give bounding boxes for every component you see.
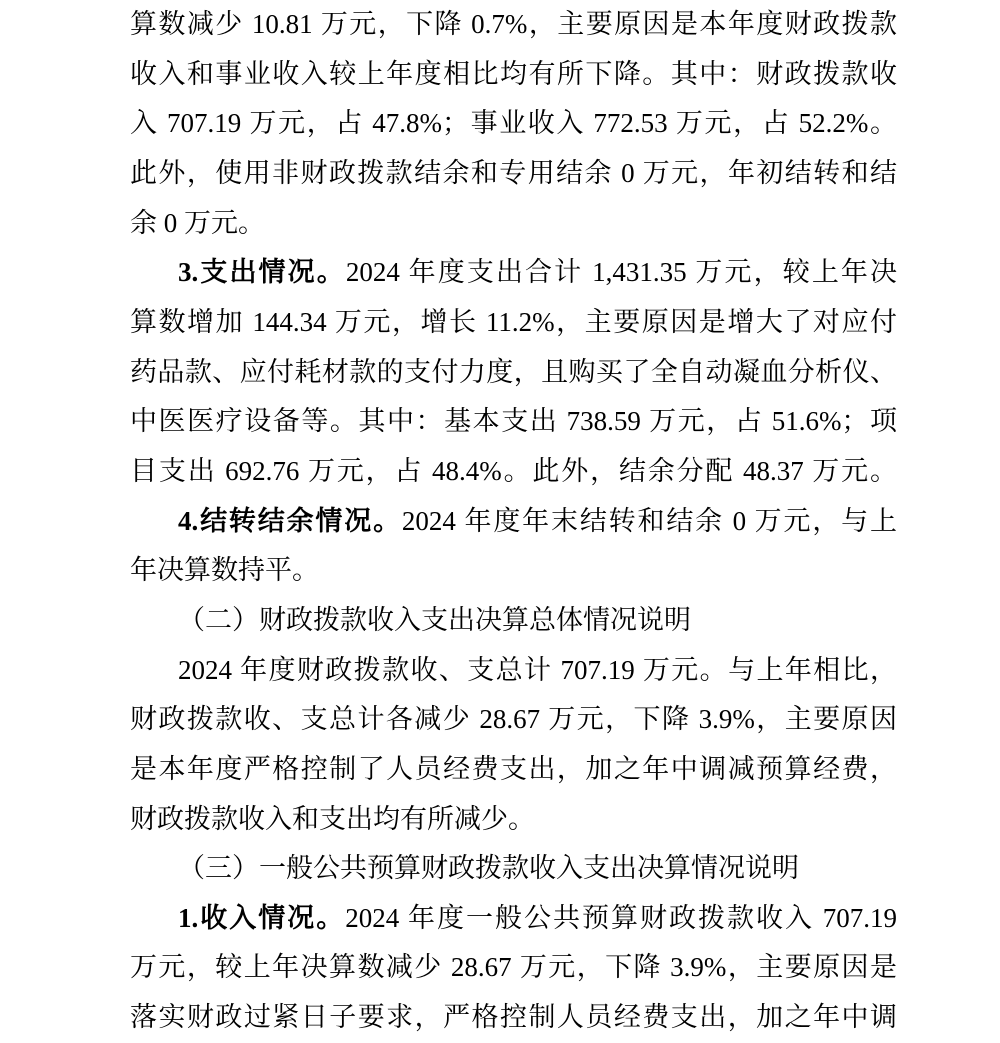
text-run: 是本年度严格控制了人员经费支出，加之年中调减预算经费， [130, 753, 897, 784]
text-run: （二）财政拨款收入支出决算总体情况说明 [178, 604, 691, 635]
text-line [130, 497, 897, 547]
text-line [130, 397, 897, 447]
text-line [130, 993, 897, 1043]
text-line [130, 546, 897, 596]
text-run: 算数减少 10.81 万元，下降 0.7%，主要原因是本年度财政拨款 [130, 9, 897, 39]
text-run: （三）一般公共预算财政拨款收入支出决算情况说明 [178, 853, 799, 884]
text-run: 药品款、应付耗材款的支付力度，且购买了全自动凝血分析仪、 [130, 356, 897, 387]
text-run: 余 0 万元。 [130, 207, 265, 238]
text-run: 2024 年度财政拨款收、支总计 707.19 万元。与上年相比， [178, 654, 897, 685]
text-line [130, 298, 897, 348]
text-run: 2024 年度一般公共预算财政拨款收入 707.19 [345, 902, 897, 933]
text-run: 目支出 692.76 万元，占 48.4%。此外，结余分配 48.37 万元。 [130, 455, 897, 486]
text-run: 年决算数持平。 [130, 555, 319, 586]
bold-run: 3.支出情况。 [178, 257, 346, 288]
text-line [130, 894, 897, 944]
section-heading [130, 844, 897, 894]
text-line [130, 99, 897, 149]
text-line [130, 745, 897, 795]
bold-run: 4.结转结余情况。 [178, 505, 402, 536]
text-run: 2024 年度年末结转和结余 0 万元，与上 [401, 505, 897, 536]
text-run: 财政拨款收入和支出均有所减少。 [130, 803, 535, 834]
text-line [130, 646, 897, 696]
text-line [130, 199, 897, 249]
text-run: 入 707.19 万元，占 47.8%；事业收入 772.53 万元，占 52.2%。 [130, 108, 897, 139]
text-run: 算数增加 144.34 万元，增长 11.2%，主要原因是增大了对应付 [130, 306, 897, 337]
text-line [130, 447, 897, 497]
text-line [130, 0, 897, 50]
text-run: 万元，较上年决算数减少 28.67 万元，下降 3.9%，主要原因是 [130, 952, 897, 983]
text-run: 落实财政过紧日子要求，严格控制人员经费支出，加之年中调 [130, 1002, 897, 1033]
text-line [130, 149, 897, 199]
text-run: 财政拨款收、支总计各减少 28.67 万元，下降 3.9%，主要原因 [130, 704, 897, 735]
text-run: 中医医疗设备等。其中：基本支出 738.59 万元，占 51.6%；项 [130, 406, 897, 437]
bold-run: 1.收入情况。 [178, 902, 346, 933]
text-line [130, 695, 897, 745]
text-line [130, 50, 897, 100]
text-run: 收入和事业收入较上年度相比均有所下降。其中：财政拨款收 [130, 58, 897, 89]
text-line [130, 248, 897, 298]
text-run: 此外，使用非财政拨款结余和专用结余 0 万元，年初结转和结 [130, 157, 897, 188]
text-line [130, 943, 897, 993]
text-run: 2024 年度支出合计 1,431.35 万元，较上年决 [345, 257, 897, 288]
text-line [130, 348, 897, 398]
section-heading [130, 596, 897, 646]
text-line [130, 795, 897, 845]
